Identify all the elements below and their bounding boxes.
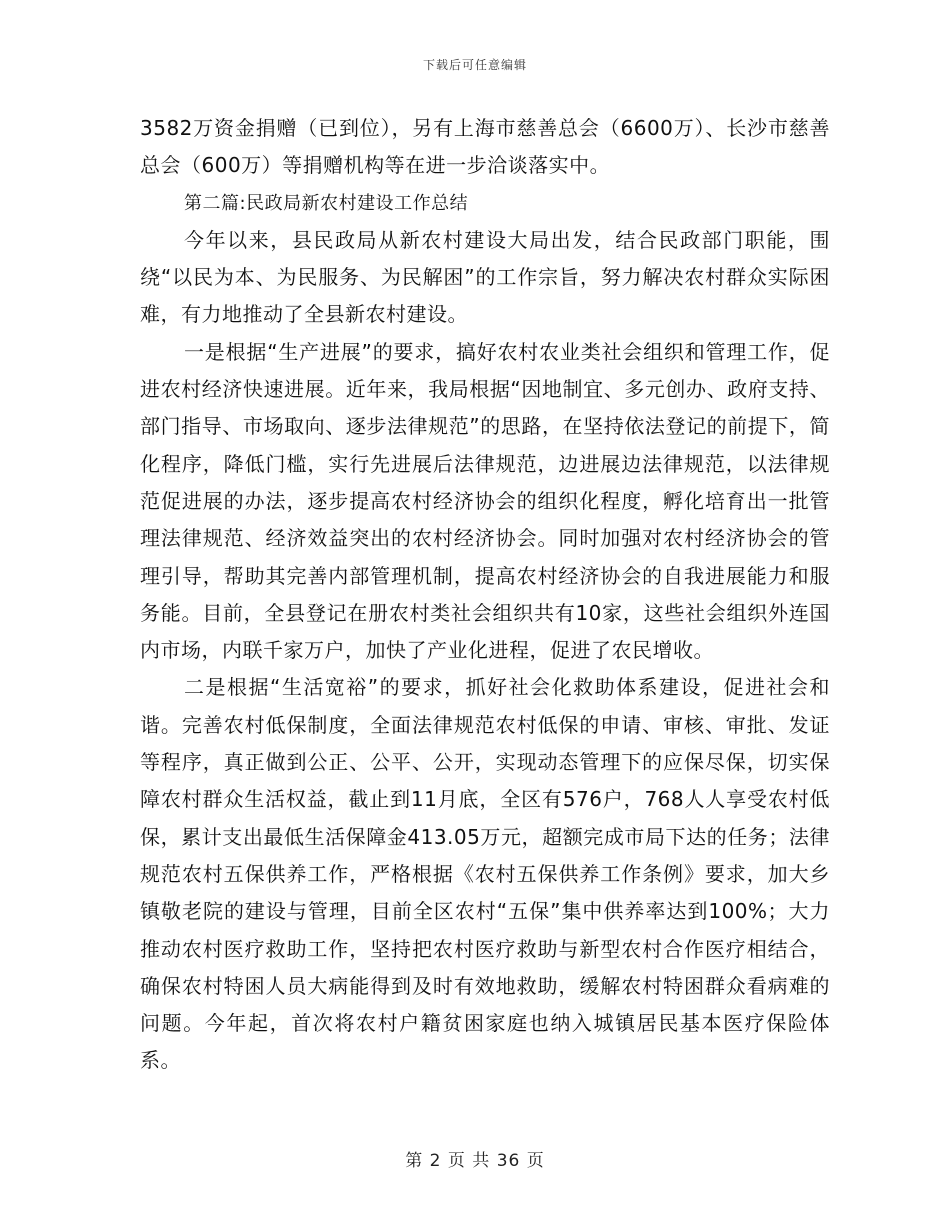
paragraph-continuation: 3582万资金捐赠（已到位），另有上海市慈善总会（6600万）、长沙市慈善总会（600万）等捐赠机构等在进一步洽谈落实中。 — [140, 116, 830, 178]
page-footer: 第 2 页 共 36 页 — [405, 1151, 545, 1171]
paragraph-intro: 今年以来，县民政局从新农村建设大局出发，结合民政部门职能，围绕“以民为本、为民服务、为民解困”的工作宗旨，努力解决农村群众实际困难，有力地推动了全县新农村建设。 — [140, 227, 830, 327]
document-body — [140, 110, 830, 1080]
section-heading: 第二篇:民政局新农村建设工作总结 — [184, 192, 469, 214]
page-header: 下载后可任意编辑 — [422, 58, 527, 72]
paragraph-living: 二是根据“生活宽裕”的要求，抓好社会化救助体系建设，促进社会和谐。完善农村低保制度，全面法律规范农村低保的申请、审核、审批、发证等程序，真正做到公正、公平、公开，实现动态管理下的应保尽保，切实保障农村群众生活权益，截止到11月底，全区有576户，768人人享受农村低保，累计支出最低生活保障金413.05万元，超额完成市局下达的任务；法律规范农村五保供养工作，严格根据《农村五保供养工作条例》要求，加大乡镇敬老院的建设与管理，目前全区农村“五保”集中供养率达到100%；大力推动农村医疗救助工作，坚持把农村医疗救助与新型农村合作医疗相结合，确保农村特困人员大病能得到及时有效地救助，缓解农村特困群众看病难的问题。今年起，首次将农村户籍贫困家庭也纳入城镇居民基本医疗保险体系。 — [140, 675, 830, 1073]
paragraph-production: 一是根据“生产进展”的要求，搞好农村农业类社会组织和管理工作，促进农村经济快速进展。近年来，我局根据“因地制宜、多元创办、政府支持、部门指导、市场取向、逐步法律规范”的思路，在坚持依法登记的前提下，简化程序，降低门槛，实行先进展后法律规范，边进展边法律规范，以法律规范促进展的办法，逐步提高农村经济协会的组织化程度，孵化培育出一批管理法律规范、经济效益突出的农村经济协会。同时加强对农村经济协会的管理引导，帮助其完善内部管理机制，提高农村经济协会的自我进展能力和服务能。目前，全县登记在册农村类社会组织共有10家，这些社会组织外连国内市场，内联千家万户，加快了产业化进程，促进了农民增收。 — [140, 339, 830, 663]
